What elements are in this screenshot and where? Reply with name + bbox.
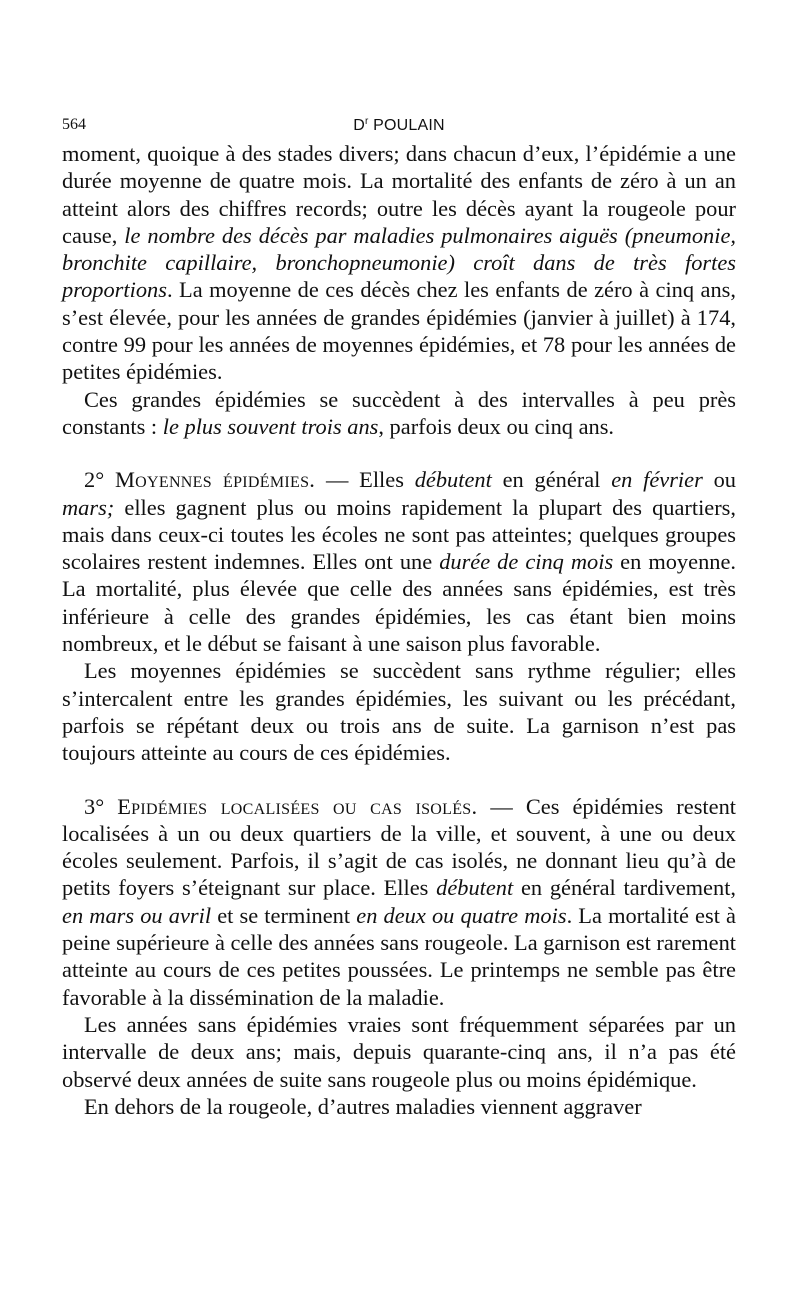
- book-page: [62, 112, 736, 1120]
- title-prefix: D: [353, 117, 365, 134]
- section-2-heading: Moyennes épidémies.: [114, 467, 316, 493]
- section-2-text-i: en moyenne. La mortalité, plus élevée que celle des années sans épidémies, est très inférieure à celle des grandes épidémies, les cas étant bien moins nombreux, et le début se faisant à une saison plus favorable.: [62, 549, 736, 657]
- section-3-text-c: en général tardivement,: [513, 875, 737, 901]
- paragraph-6: [62, 1011, 736, 1093]
- section-3-number: 3°: [84, 793, 118, 819]
- title-author-name: POULAIN: [373, 117, 445, 134]
- section-2-italic-f: mars;: [62, 494, 115, 520]
- title-superscript: r: [364, 116, 369, 127]
- header-title: [62, 116, 736, 135]
- section-2-text-c: en général: [491, 467, 612, 493]
- page-number: 564: [62, 116, 86, 133]
- section-3-paragraph: [62, 793, 736, 1011]
- paragraph-7: [62, 1093, 736, 1120]
- running-head: [62, 112, 736, 140]
- section-2-text-g: elles gagnent plus ou moins rapidement la plupart des quartiers, mais dans ceux-ci toutes les écoles ne sont pas atteintes; quelques groupes scolaires restent indemnes. Elles ont une: [62, 494, 736, 575]
- section-2-italic-h: durée de cinq mois: [439, 549, 614, 575]
- section-2-italic-d: en février: [611, 467, 703, 493]
- section-2-italic-b: débutent: [414, 467, 492, 493]
- paragraph-1-text-a: moment, quoique à des stades divers; dans chacun d’eux, l’épidémie a une durée moyenne de quatre mois. La mortalité des enfants de zéro à un an atteint alors des chiffres records; outre les décès ayant la rougeole pour cause,: [62, 141, 736, 248]
- section-3-italic-f: en deux ou quatre mois: [356, 902, 567, 928]
- section-2-text-e: ou: [702, 467, 736, 493]
- section-3-italic-b: débutent: [436, 875, 514, 901]
- section-3-text-g: . La mortalité est à peine supérieure à celle des années sans rougeole. La garnison est rarement atteinte au cours de ces petites poussées. Le printemps ne semble pas être favorable à la dissémination de la maladie.: [62, 902, 736, 1010]
- paragraph-2-italic: le plus souvent trois ans: [162, 413, 379, 439]
- section-2-number: 2°: [84, 467, 115, 493]
- paragraph-4-text: Les moyennes épidémies se succèdent sans rythme régulier; elles s’intercalent entre les grandes épidémies, les suivant ou les précédant, parfois se répétant deux ou trois ans de suite. La garnison n’est pas toujours atteinte au cours de ces épidémies.: [62, 658, 736, 766]
- paragraph-2-text-c: , parfois deux ou cinq ans.: [378, 413, 615, 439]
- section-3-text-e: et se terminent: [211, 902, 357, 928]
- section-2-paragraph: [62, 466, 736, 657]
- section-3-heading: Epidémies localisées ou cas isolés.: [117, 793, 478, 819]
- section-2-text-a: — Elles: [315, 467, 415, 493]
- paragraph-1-italic: le nombre des décès par maladies pulmonaires aiguës (pneumonie, bronchite capillaire, bronchopneumonie) croît dans de très fortes proportions: [62, 222, 737, 303]
- section-3-text-a: — Ces épidémies restent localisées à un ou deux quartiers de la ville, et souvent, à une ou deux écoles seulement. Parfois, il s’agit de cas isolés, ne donnant lieu qu’à de petits foyers s’éteignant sur place. Elles: [62, 793, 736, 901]
- paragraph-4: [62, 657, 736, 766]
- paragraph-2-text-a: Ces grandes épidémies se succèdent à des intervalles à peu près constants :: [62, 386, 736, 439]
- paragraph-2: [62, 386, 736, 441]
- paragraph-6-text: Les années sans épidémies vraies sont fréquemment séparées par un intervalle de deux ans; mais, depuis quarante-cinq ans, il n’a pas été observé deux années de suite sans rougeole plus ou moins épidémique.: [62, 1011, 736, 1092]
- paragraph-7-text: En dehors de la rougeole, d’autres maladies viennent aggraver: [84, 1093, 642, 1119]
- section-3-italic-d: en mars ou avril: [62, 902, 212, 928]
- paragraph-1-text-c: . La moyenne de ces décès chez les enfants de zéro à cinq ans, s’est élevée, pour les années de grandes épidémies (janvier à juillet) à 174, contre 99 pour les années de moyennes épidémies, et 78 pour les années de petites épidémies.: [62, 277, 736, 385]
- paragraph-1: [62, 140, 736, 386]
